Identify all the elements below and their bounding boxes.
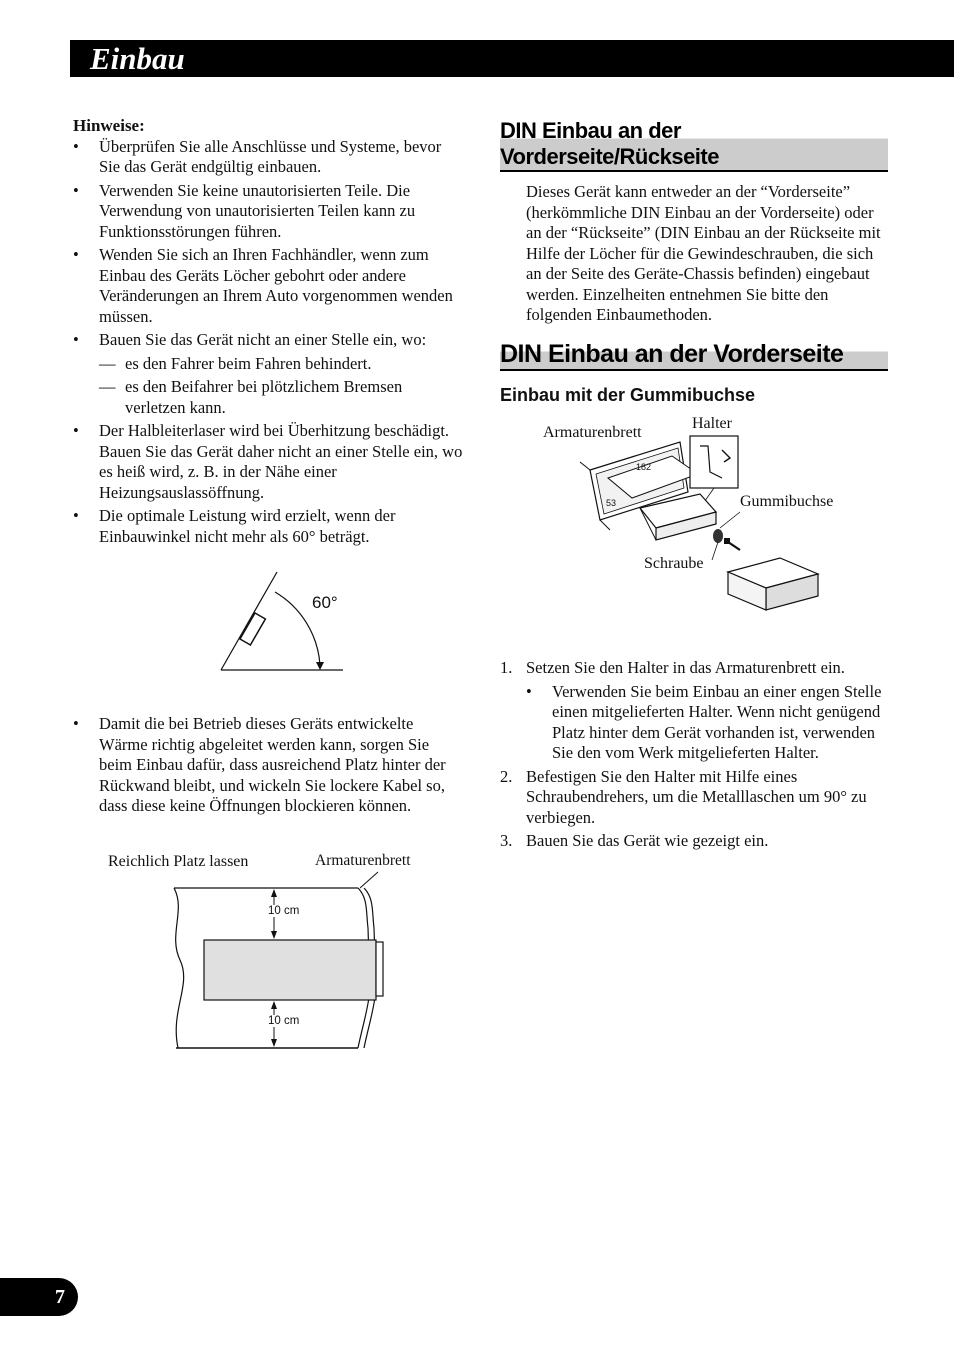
section-title-front-rear: DIN Einbau an der Vorderseite/Rückseite xyxy=(500,116,888,172)
bullet-text: Damit die bei Betrieb dieses Geräts entwickelte Wärme richtig abgeleitet werden kann, sorgen Sie beim Einbau dafür, dass ausreichend Platz hinter der Rückwand bleibt, und wickeln Sie lockere Kabel so, dass diese keine Öffnungen blockieren können. xyxy=(99,714,446,815)
step-item xyxy=(500,658,890,679)
bullet-mark: • xyxy=(526,681,532,701)
angle-diagram xyxy=(215,568,355,678)
notes-heading: Hinweise: xyxy=(73,116,145,135)
dash-item xyxy=(73,377,465,418)
section-body: Dieses Gerät kann entweder an der “Vorderseite” (herkömmliche DIN Einbau an der Vorderseite) oder an der “Rückseite” (DIN Einbau an der Rückseite mit Hilfe der Löcher für die Gewindeschrauben, die sich an der Seite des Geräte-Chassis befinden) eingebaut werden. Einzelheiten entnehmen Sie bitte den folgenden Einbaumethoden. xyxy=(526,182,881,324)
heat-note xyxy=(73,714,465,820)
bullet-mark: • xyxy=(73,714,79,733)
list-item xyxy=(73,137,465,178)
steps-list xyxy=(500,658,890,855)
bullet-text: Überprüfen Sie alle Anschlüsse und Systeme, bevor Sie das Gerät endgültig einbauen. xyxy=(99,136,442,176)
step-number: 1. xyxy=(500,658,513,677)
bullet-mark: • xyxy=(73,330,79,349)
list-item xyxy=(73,506,465,547)
bullet-mark: • xyxy=(73,136,79,156)
step-text: Befestigen Sie den Halter mit Hilfe eines Schraubendrehers, um die Metalllaschen um 90° zu verbiegen. xyxy=(526,766,867,827)
list-item xyxy=(73,421,465,503)
bullet-text: Die optimale Leistung wird erzielt, wenn der Einbauwinkel nicht mehr als 60° beträgt. xyxy=(99,506,396,546)
dash-text: es den Beifahrer bei plötzlichem Bremsen verletzen kann. xyxy=(125,377,403,417)
dash-mark: — xyxy=(99,377,116,396)
step-item xyxy=(500,831,890,852)
mounting-drawing xyxy=(540,412,860,622)
bullet-mark: • xyxy=(73,506,79,525)
bullet-mark: • xyxy=(73,245,79,264)
bullet-text: Bauen Sie das Gerät nicht an einer Stelle ein, wo: xyxy=(99,330,427,349)
bushing-label: Gummibuchse xyxy=(740,493,834,510)
bullet-text: Verwenden Sie keine unautorisierten Teile. Die Verwendung von unautorisierten Teilen kann zu Funktionsstörungen führen. xyxy=(99,180,416,241)
page-number: 7 xyxy=(55,1286,65,1308)
dash-text: es den Fahrer beim Fahren behindert. xyxy=(125,353,372,373)
mounting-diagram xyxy=(540,412,860,622)
subsection-title: Einbau mit der Gummibuchse xyxy=(500,384,756,405)
screw-label: Schraube xyxy=(644,555,704,572)
page-title: Einbau xyxy=(90,41,185,76)
dash-mark: — xyxy=(99,353,116,373)
space-label-left: Reichlich Platz lassen xyxy=(108,853,249,870)
bullet-text: Wenden Sie sich an Ihren Fachhändler, wenn zum Einbau des Geräts Löcher gebohrt oder andere Veränderungen an Ihrem Auto vorgenommen wenden müssen. xyxy=(99,245,453,326)
page-number-tab xyxy=(0,1278,78,1316)
dim-182-label: 182 xyxy=(636,462,652,472)
space-label-right: Armaturenbrett xyxy=(315,852,411,869)
step-number: 3. xyxy=(500,831,513,850)
step-text: Bauen Sie das Gerät wie gezeigt ein. xyxy=(526,831,769,850)
right-column xyxy=(500,116,890,405)
step-text: Setzen Sie den Halter in das Armaturenbrett ein. xyxy=(526,658,845,677)
header-bar xyxy=(70,40,954,77)
holder-label: Halter xyxy=(692,415,732,432)
bullet-text: Der Halbleiterlaser wird bei Überhitzung beschädigt. Bauen Sie das Gerät daher nicht an einer Stelle ein, wo es heiß wird, z. B. in der Nähe einer Heizungsauslassöffnung. xyxy=(99,421,463,502)
gap-bottom-label: 10 cm xyxy=(268,1015,300,1027)
list-item xyxy=(73,330,465,351)
dash-item xyxy=(73,354,465,375)
dashboard-label: Armaturenbrett xyxy=(543,424,642,441)
dim-53-label: 53 xyxy=(606,498,617,508)
step-bullet xyxy=(500,682,890,764)
gap-top-label: 10 cm xyxy=(268,905,300,917)
list-item xyxy=(73,245,465,327)
section-title-front: DIN Einbau an der Vorderseite xyxy=(500,339,888,371)
angle-label: 60° xyxy=(312,593,338,612)
space-diagram xyxy=(100,850,460,1055)
step-bullet-text: Verwenden Sie beim Einbau an einer engen Stelle einen mitgelieferten Halter. Wenn nicht genügend Platz hinter dem Gerät vorhanden ist, verwenden Sie den vom Werk mitgelieferten Halter. xyxy=(552,681,882,762)
list-item xyxy=(73,714,465,817)
list-item xyxy=(73,181,465,243)
left-column xyxy=(73,116,465,550)
bullet-mark: • xyxy=(73,180,79,200)
step-item xyxy=(500,767,890,829)
bullet-mark: • xyxy=(73,421,79,440)
step-number: 2. xyxy=(500,766,513,786)
